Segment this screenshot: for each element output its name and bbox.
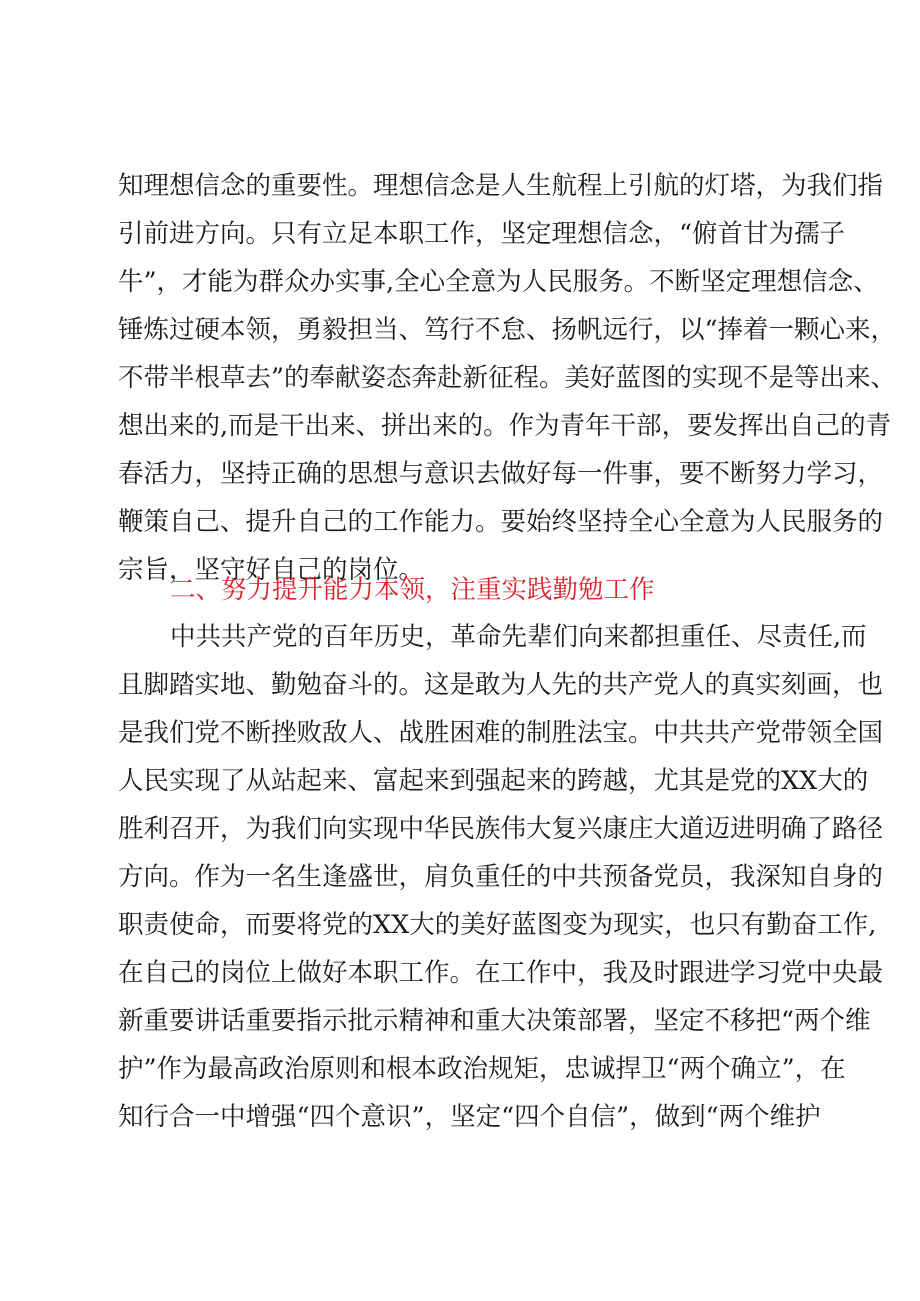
paragraph-line: 中共共产党的百年历史，革命先辈们向来都担重任、尽责任,而 — [170, 622, 867, 652]
paragraph-line: 知理想信念的重要性。理想信念是人生航程上引航的灯塔，为我们指 — [118, 171, 884, 201]
paragraph-line: 想出来的,而是干出来、拼出来的。作为青年干部，要发挥出自己的青 — [118, 411, 892, 441]
paragraph-line: 引前进方向。只有立足本职工作，坚定理想信念，“俯首甘为孺子 — [118, 219, 846, 249]
paragraph-line: 锤炼过硬本领，勇毅担当、笃行不怠、扬帆远行，以“捧着一颗心来， — [118, 315, 897, 345]
paragraph-line: 人民实现了从站起来、富起来到强起来的跨越，尤其是党的XX大的 — [118, 766, 869, 796]
paragraph-line: 知行合一中增强“四个意识”，坚定“四个自信”，做到“两个维护 — [118, 1102, 821, 1132]
paragraph-line: 鞭策自己、提升自己的工作能力。要始终坚持全心全意为人民服务的 — [118, 507, 884, 537]
paragraph-line: 职责使命，而要将党的XX大的美好蓝图变为现实，也只有勤奋工作, — [118, 910, 877, 940]
section-heading: 二、努力提升能力本领，注重实践勤勉工作 — [170, 575, 655, 605]
paragraph-line: 春活力，坚持正确的思想与意识去做好每一件事，要不断努力学习， — [118, 459, 884, 489]
paragraph-line: 是我们党不断挫败敌人、战胜困难的制胜法宝。中共共产党带领全国 — [118, 718, 884, 748]
paragraph-line: 新重要讲话重要指示批示精神和重大决策部署，坚定不移把“两个维 — [118, 1006, 871, 1036]
paragraph-line: 不带半根草去”的奉献姿态奔赴新征程。美好蓝图的实现不是等出来、 — [118, 363, 897, 393]
paragraph-line: 胜利召开，为我们向实现中华民族伟大复兴康庄大道迈进明确了路径 — [118, 814, 884, 844]
paragraph-line: 在自己的岗位上做好本职工作。在工作中，我及时跟进学习党中央最 — [118, 958, 884, 988]
paragraph-line: 且脚踏实地、勤勉奋斗的。这是敢为人先的共产党人的真实刻画，也 — [118, 670, 884, 700]
paragraph-line: 宗旨，坚守好自己的岗位。 — [118, 555, 425, 585]
paragraph-line: 方向。作为一名生逢盛世，肩负重任的中共预备党员，我深知自身的 — [118, 862, 884, 892]
paragraph-line: 牛”，才能为群众办实事,全心全意为人民服务。不断坚定理想信念、 — [118, 267, 879, 297]
paragraph-line: 护”作为最高政治原则和根本政治规矩，忠诚捍卫“两个确立”，在 — [118, 1054, 846, 1084]
